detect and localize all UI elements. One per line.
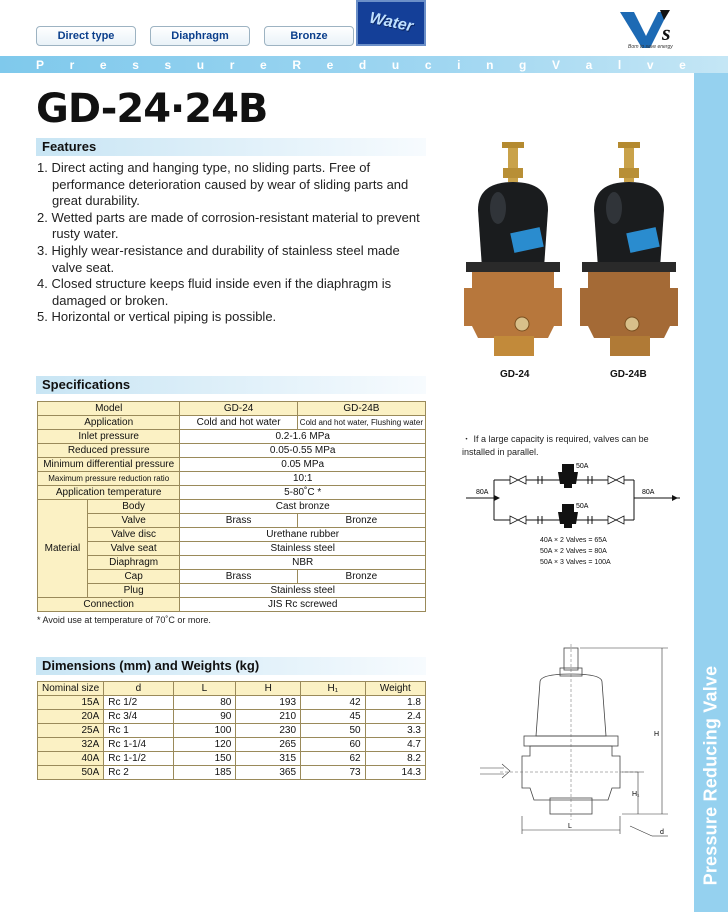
dimensions-heading: Dimensions (mm) and Weights (kg) [36,657,426,675]
gd24-photo-caption: GD-24 [500,369,530,380]
combo-item: 50A × 3 Valves = 100A [540,559,611,566]
band-letter: e [679,58,686,72]
outlet-size-label: 80A [642,489,655,496]
band-letter: u [196,58,205,72]
cap-gd24: Brass [180,570,297,584]
table-row [38,696,426,710]
diaphragm-label: Diaphragm [87,556,180,570]
parallel-piping-diagram [460,458,690,538]
dim-cell: 265 [236,738,301,752]
max-ratio-value: 10:1 [180,472,426,486]
dim-cell: Rc 1-1/4 [104,738,173,752]
application-gd24: Cold and hot water [180,416,297,430]
band-title [36,58,686,72]
application-gd24b: Cold and hot water, Flushing water [297,416,425,430]
gd24b-photo-caption: GD-24B [610,369,647,380]
feature-item: 5. Horizontal or vertical piping is possible. [37,309,277,325]
dim-cell: 150 [173,752,236,766]
tab-diaphragm[interactable]: Diaphragm [150,26,250,46]
dim-cell: 14.3 [365,766,425,780]
parallel-note: ・ If a large capacity is required, valves can be installed in parallel. [462,434,649,457]
specifications-heading: Specifications [36,376,426,394]
water-badge-label: Water [367,9,415,36]
dim-cell: Rc 1/2 [104,696,173,710]
tab-direct-type[interactable]: Direct type [36,26,136,46]
svg-text:s: s [662,20,671,45]
feature-item: 2. Wetted parts are made of corrosion-resistant material to prevent rusty water. [37,209,420,242]
table-row [38,472,426,486]
dim-cell: 42 [301,696,366,710]
body-value: Cast bronze [180,500,426,514]
table-row [38,514,426,528]
dim-cell: 25A [38,724,104,738]
cap-label: Cap [87,570,180,584]
table-row [38,584,426,598]
brand-tagline: Born to save energy [628,44,673,50]
dim-cell: 210 [236,710,301,724]
dim-h-label: H [654,731,660,738]
table-row [38,458,426,472]
max-ratio-label: Maximum pressure reduction ratio [38,472,180,486]
features-list [37,160,427,326]
col-l: L [173,682,236,696]
band-letter: V [551,58,560,72]
tab-bronze[interactable]: Bronze [264,26,354,46]
dim-cell: Rc 1-1/2 [104,752,173,766]
table-row [38,486,426,500]
app-temp-value: 5-80˚C * [180,486,426,500]
diaphragm-value: NBR [180,556,426,570]
inlet-size-label: 80A [476,489,489,496]
material-label: Material [38,500,88,598]
model-gd24b: GD-24B [297,402,425,416]
model-label: Model [38,402,180,416]
valve-disc-label: Valve disc [87,528,180,542]
feature-item: 3. Highly wear-resistance and durability of stainless steel made valve seat. [37,242,400,275]
dim-cell: Rc 2 [104,766,173,780]
dim-cell: 90 [173,710,236,724]
dim-cell: 32A [38,738,104,752]
valve-seat-label: Valve seat [87,542,180,556]
col-nominal-size: Nominal size [38,682,104,696]
min-diff-value: 0.05 MPa [180,458,426,472]
dim-cell: 100 [173,724,236,738]
valve-gd24: Brass [180,514,297,528]
dim-d-label: d [660,829,664,836]
dim-cell: 40A [38,752,104,766]
dimension-drawing [480,640,692,890]
band-letter: P [36,58,45,72]
valve-symbol-top [558,464,578,488]
dim-l-label: L [568,823,572,830]
dim-cell: 230 [236,724,301,738]
band-letter: v [646,58,654,72]
table-row [38,500,426,514]
dim-cell: 3.3 [365,724,425,738]
dim-cell: 15A [38,696,104,710]
dim-cell: 62 [301,752,366,766]
table-row [38,752,426,766]
model-gd24: GD-24 [180,402,297,416]
plug-value: Stainless steel [180,584,426,598]
table-row [38,444,426,458]
valve-disc-value: Urethane rubber [180,528,426,542]
band-letter: r [229,58,235,72]
band-letter: i [457,58,461,72]
table-row [38,724,426,738]
dim-cell: 45 [301,710,366,724]
valve-gd24b: Bronze [297,514,425,528]
branch-top-label: 50A [576,463,589,470]
reduced-pressure-value: 0.05-0.55 MPa [180,444,426,458]
dim-cell: 365 [236,766,301,780]
table-row [38,430,426,444]
specifications-table [37,401,426,612]
side-label [694,640,728,910]
band-letter: g [519,58,527,72]
parallel-combinations [540,535,611,568]
band-letter: s [132,58,139,72]
cap-gd24b: Bronze [297,570,425,584]
band-letter: d [358,58,367,72]
table-row [38,598,426,612]
feature-item: 4. Closed structure keeps fluid inside even if the diaphragm is damaged or broken. [37,276,392,308]
table-row [38,416,426,430]
table-header-row [38,682,426,696]
water-badge [356,0,426,46]
features-heading: Features [36,138,426,156]
combo-item: 50A × 2 Valves = 80A [540,548,607,555]
band-letter: a [585,58,593,72]
dim-cell: 80 [173,696,236,710]
band-letter: r [69,58,75,72]
table-row [38,528,426,542]
table-row [38,738,426,752]
model-title: GD-24·24B [36,86,268,132]
table-row [38,710,426,724]
reduced-pressure-label: Reduced pressure [38,444,180,458]
inlet-pressure-label: Inlet pressure [38,430,180,444]
connection-label: Connection [38,598,180,612]
band-letter: e [326,58,334,72]
col-h1: H₁ [301,682,366,696]
application-label: Application [38,416,180,430]
plug-label: Plug [87,584,180,598]
category-tabs [36,26,354,46]
col-weight: Weight [365,682,425,696]
band-letter: s [164,58,172,72]
dim-cell: 315 [236,752,301,766]
dim-cell: 20A [38,710,104,724]
valve-seat-value: Stainless steel [180,542,426,556]
table-row [38,766,426,780]
table-row [38,542,426,556]
dim-cell: 60 [301,738,366,752]
dim-cell: 73 [301,766,366,780]
dim-cell: 185 [173,766,236,780]
band-letter: e [260,58,267,72]
body-label: Body [87,500,180,514]
spec-footnote: * Avoid use at temperature of 70˚C or more. [37,615,211,625]
dimensions-table [37,681,426,780]
table-row [38,570,426,584]
combo-item: 40A × 2 Valves = 65A [540,537,607,544]
table-row [38,402,426,416]
dim-cell: Rc 1 [104,724,173,738]
band-letter: R [292,58,301,72]
dim-h1-label: H₁ [632,791,640,798]
min-diff-label: Minimum differential pressure [38,458,180,472]
band-letter: e [99,58,107,72]
gd24-valve-photo [458,138,568,360]
valve-label: Valve [87,514,180,528]
band-letter: l [617,58,622,72]
dim-cell: 50 [301,724,366,738]
dim-cell: 4.7 [365,738,425,752]
inlet-pressure-value: 0.2-1.6 MPa [180,430,426,444]
valve-symbol-bottom [558,504,578,528]
band-letter: u [391,58,400,72]
col-h: H [236,682,301,696]
app-temp-label: Application temperature [38,486,180,500]
dim-cell: 8.2 [365,752,425,766]
table-row [38,556,426,570]
feature-item: 1. Direct acting and hanging type, no sliding parts. Free of performance deterioration caused by wear of sliding parts and great durability. [37,160,409,209]
col-d: d [104,682,173,696]
dim-cell: 193 [236,696,301,710]
connection-value: JIS Rc screwed [180,598,426,612]
branch-bottom-label: 50A [576,503,589,510]
dim-cell: Rc 3/4 [104,710,173,724]
side-label-text: Pressure Reducing Valve [700,665,721,885]
dim-cell: 2.4 [365,710,425,724]
band-letter: n [486,58,494,72]
dim-cell: 50A [38,766,104,780]
dim-cell: 120 [173,738,236,752]
dim-cell: 1.8 [365,696,425,710]
gd24b-valve-photo [574,138,684,360]
band-letter: c [424,58,432,72]
